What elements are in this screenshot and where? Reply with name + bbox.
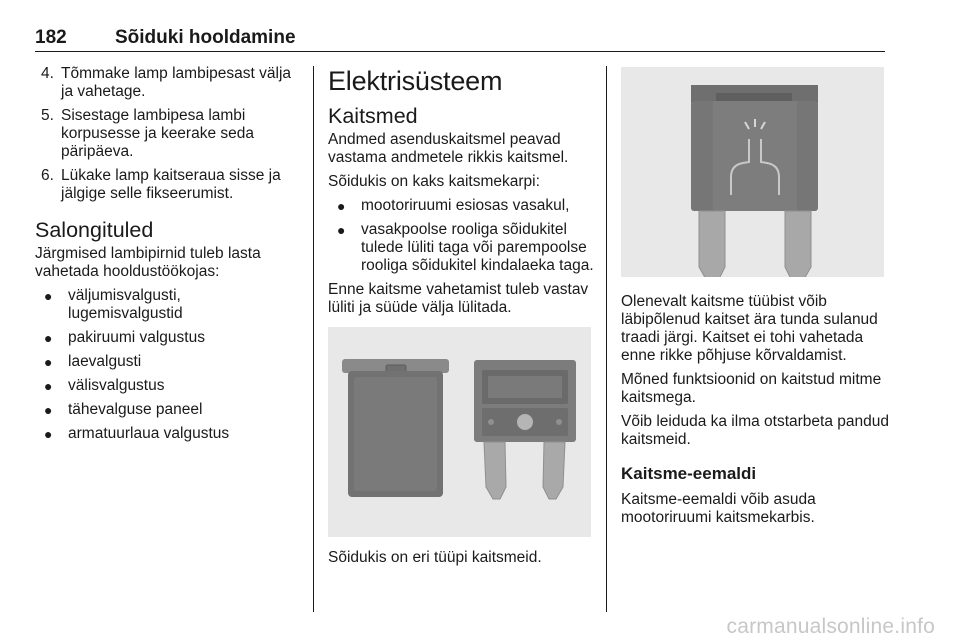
fuse-box-list — [328, 197, 596, 275]
list-item-text: väljumisvalgusti, lugemisvalgustid — [68, 287, 183, 322]
list-item — [35, 401, 295, 419]
chapter-title: Sõiduki hooldamine — [115, 27, 296, 48]
bullet: ● — [44, 378, 53, 394]
column-divider-left — [313, 66, 314, 612]
bullet: ● — [337, 222, 346, 238]
step-item — [35, 167, 295, 203]
bullet: ● — [44, 330, 53, 346]
step-number: 4. — [41, 65, 54, 82]
bullet: ● — [44, 288, 53, 304]
list-item-text: pakiruumi valgustus — [68, 329, 205, 346]
list-item — [35, 287, 295, 323]
step-item — [35, 107, 295, 161]
list-item-text: tähevalguse paneel — [68, 401, 203, 418]
steps-list — [35, 65, 295, 203]
fuse-types-drawing — [328, 327, 591, 537]
list-item — [328, 221, 596, 275]
paragraph: Olenevalt kaitsme tüübist võib läbipõlenud kaitset ära tunda sulanud traadi järgi. Kaitset ei tohi vahetada enne rikke põhjuse kõrvaldamist. — [621, 293, 878, 364]
list-item — [35, 425, 295, 443]
list-item — [35, 353, 295, 371]
paragraph: Mõned funktsioonid on kaitstud mitme kaitsmega. — [621, 371, 882, 406]
blown-fuse-illustration — [621, 67, 884, 277]
column-divider-right — [606, 66, 607, 612]
list-item — [328, 197, 596, 215]
paragraph: Enne kaitsme vahetamist tuleb vastav lüliti ja süüde välja lülitada. — [328, 281, 589, 316]
list-item-text: armatuurlaua valgustus — [68, 425, 230, 442]
paragraph: Sõidukis on kaks kaitsmekarpi: — [328, 173, 540, 190]
page-header — [35, 25, 885, 52]
bullet: ● — [44, 402, 53, 418]
step-item — [35, 65, 295, 101]
list-item-text: vasakpoolse rooliga sõidukitel tulede lüliti taga või parempoolse rooliga sõidukitel kindalaeka taga. — [361, 221, 594, 274]
bullet: ● — [44, 426, 53, 442]
list-item — [35, 377, 295, 395]
watermark-text: carmanualsonline.info — [726, 615, 935, 638]
blade-fuse-drawing — [621, 67, 884, 277]
list-item-text: välisvalgustus — [68, 377, 165, 394]
column-left — [35, 65, 295, 449]
bullet: ● — [337, 198, 346, 214]
paragraph: Võib leiduda ka ilma otstarbeta pandud kaitsmeid. — [621, 413, 889, 448]
step-number: 6. — [41, 167, 54, 184]
list-item — [35, 329, 295, 347]
page-number: 182 — [35, 27, 67, 48]
list-item-text: mootoriruumi esiosas vasakul, — [361, 197, 570, 214]
paragraph: Järgmised lambipirnid tuleb lasta vahetada hooldustöökojas: — [35, 245, 261, 280]
column-right — [621, 65, 891, 533]
step-text: Sisestage lambipesa lambi korpusesse ja keerake seda päripäeva. — [61, 107, 255, 160]
fuse-types-illustration — [328, 327, 591, 537]
bullet: ● — [44, 354, 53, 370]
paragraph: Andmed asenduskaitsmel peavad vastama andmetele rikkis kaitsmel. — [328, 131, 569, 166]
step-number: 5. — [41, 107, 54, 124]
bulb-list — [35, 287, 295, 443]
column-middle — [328, 65, 596, 573]
subheading-kaitsme-eemaldi: Kaitsme-eemaldi — [621, 464, 757, 483]
paragraph: Kaitsme-eemaldi võib asuda mootoriruumi kaitsmekarbis. — [621, 491, 816, 526]
section-heading-kaitsmed: Kaitsmed — [328, 104, 418, 128]
list-item-text: laevalgusti — [68, 353, 142, 370]
step-text: Lükake lamp kaitseraua sisse ja jälgige selle fikseerumist. — [61, 167, 281, 202]
step-text: Tõmmake lamp lambipesast välja ja vahetage. — [61, 65, 292, 100]
section-heading-salongituled: Salongituled — [35, 218, 154, 242]
main-heading-elektrisusteem: Elektrisüsteem — [328, 66, 503, 96]
figure-caption: Sõidukis on eri tüüpi kaitsmeid. — [328, 549, 542, 566]
